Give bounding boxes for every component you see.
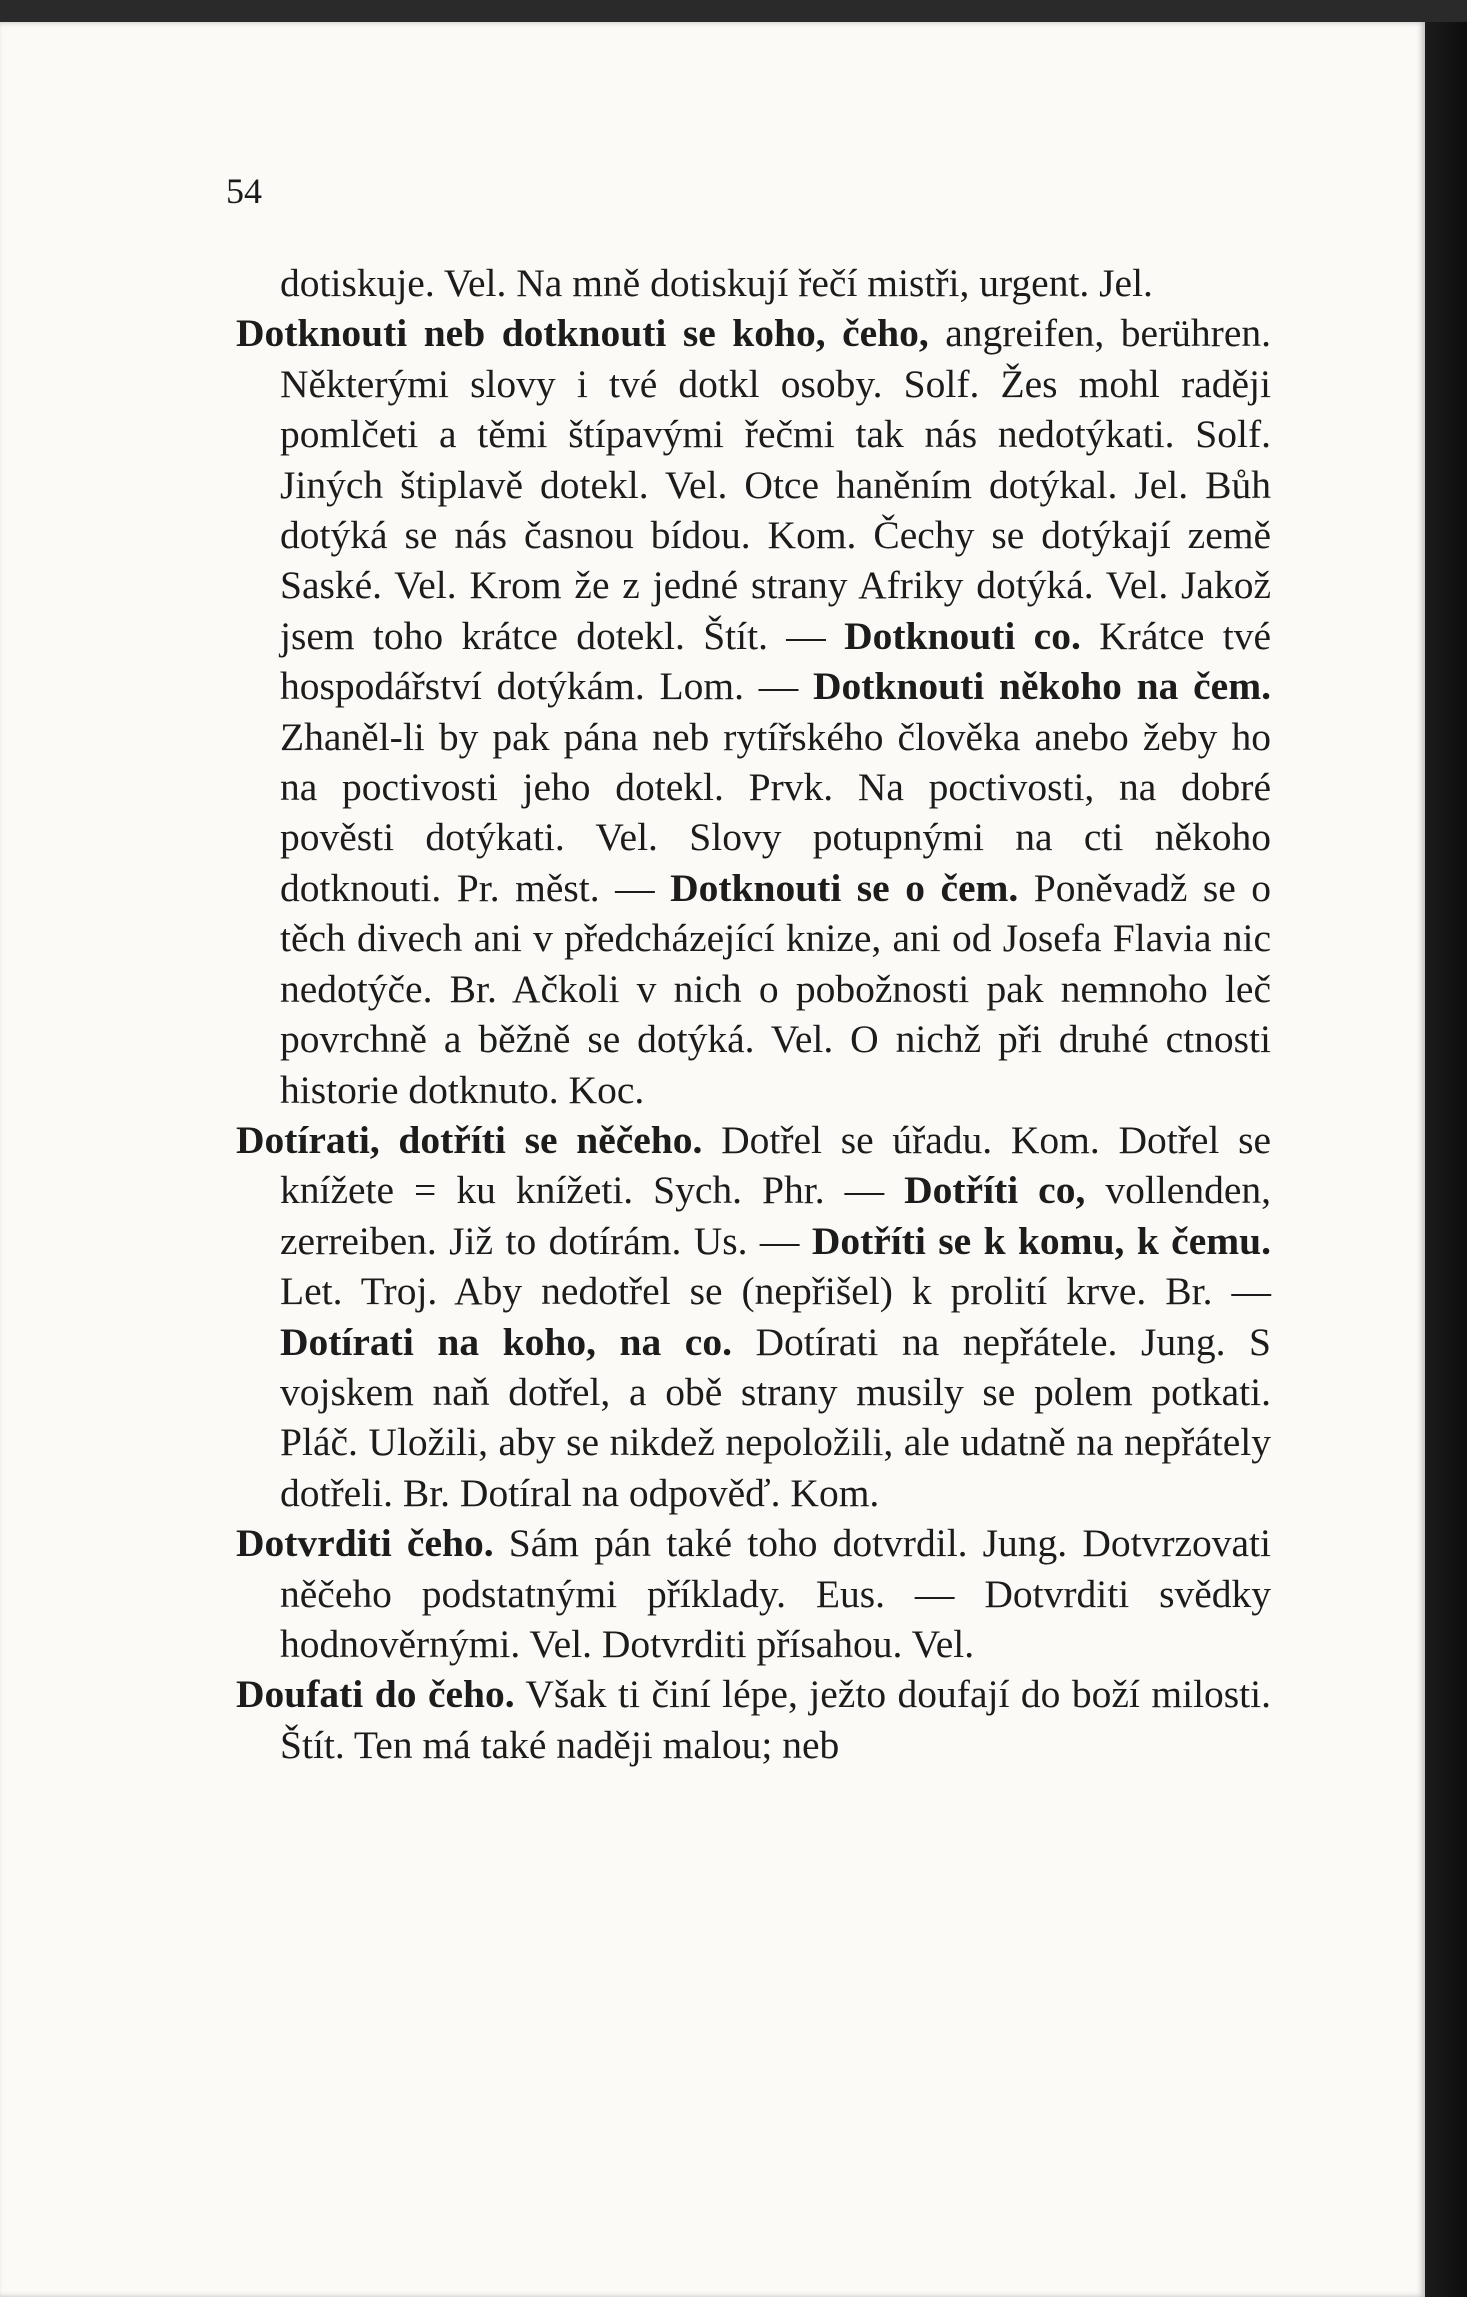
entry-text: vollenden, zerreiben. Již to dotírám. Us. — [280,1168,1271,1263]
page-edge [1425,22,1467,2297]
headword: Dotknouti neb dotknouti se koho, čeho, [236,311,929,356]
dictionary-entry [236,1669,1271,1770]
entry-text: Zhaněl-li by pak pána neb rytířského člověka anebo žeby ho na poctivosti jeho dotekl. Prvk. Na poctivosti, na dobré pověsti dotýkati. Vel. Slovy potupnými na cti někoho dotknouti. Pr. měst. — [280,714,1271,910]
entry-text: dotiskuje. Vel. Na mně dotiskují řečí mistři, urgent. Jel. [280,261,1153,305]
entry-text: Dotřel se úřadu. Kom. Dotřel se knížete = ku knížeti. Sych. Phr. — [280,1117,1271,1213]
entry-text: Poněvadž se o těch divech ani v předcházející knize, ani od Josefa Flavia nic nedotýče. Br. Ačkoli v nich o pobožnosti pak nemnoho leč povrchně a běžně se dotýká. Vel. O nichž při druhé ctnosti historie dotknuto. Koc. [280,865,1272,1112]
page-number: 54 [226,171,262,211]
sub-headword: Dotknouti co. [844,613,1081,658]
sub-headword: Dotírati na koho, na co. [280,1319,732,1364]
entry-text: Sám pán také toho dotvrdil. Jung. Dotvrzovati něčeho podstatnými příklady. Eus. — Dotvrditi svědky hodnověrnými. Vel. Dotvrditi přísahou. Vel. [280,1521,1271,1666]
dictionary-entry [236,308,1271,1115]
headword: Dotvrditi čeho. [236,1521,494,1566]
sub-headword: Dotknouti někoho na čem. [813,664,1271,709]
headword: Dotírati, dotříti se něčeho. [236,1117,703,1162]
sub-headword: Dotříti co, [904,1168,1086,1213]
entry-text: Let. Troj. Aby nedotřel se (nepřišel) k prolití krve. Br. — [280,1269,1271,1314]
entry-continuation [236,258,1271,308]
entry-text: angreifen, berühren. Některými slovy i tvé dotkl osoby. Solf. Žes mohl raději pomlčeti a těmi štípavými řečmi tak nás nedotýkati. Solf. Jiných štiplavě dotekl. Vel. Otce haněním dotýkal. Jel. Bůh dotýká se nás časnou bídou. Kom. Čechy se dotýkají země Saské. Vel. Krom že z jedné strany Afriky dotýká. Vel. Jakož jsem toho krátce dotekl. Štít. — [280,311,1271,658]
headword: Doufati do čeho. [236,1672,515,1717]
entry-text: Však ti činí lépe, ježto doufají do boží milosti. Štít. Ten má také naději malou; neb [280,1672,1271,1767]
dictionary-entry [236,1115,1271,1518]
sub-headword: Dotříti se k komu, k čemu. [811,1218,1271,1263]
dictionary-entry [236,1518,1271,1669]
book-page [0,22,1425,2297]
dictionary-text [236,258,1271,1770]
entry-text: Dotírati na nepřátele. Jung. S vojskem naň dotřel, a obě strany musily se polem potkati. Pláč. Uložili, aby se nikdež nepoložili, ale udatně na nepřátely dotřeli. Br. Dotíral na odpověď. Kom. [280,1319,1271,1515]
sub-headword: Dotknouti se o čem. [670,865,1019,910]
entry-text: Krátce tvé hospodářství dotýkám. Lom. — [280,613,1271,709]
